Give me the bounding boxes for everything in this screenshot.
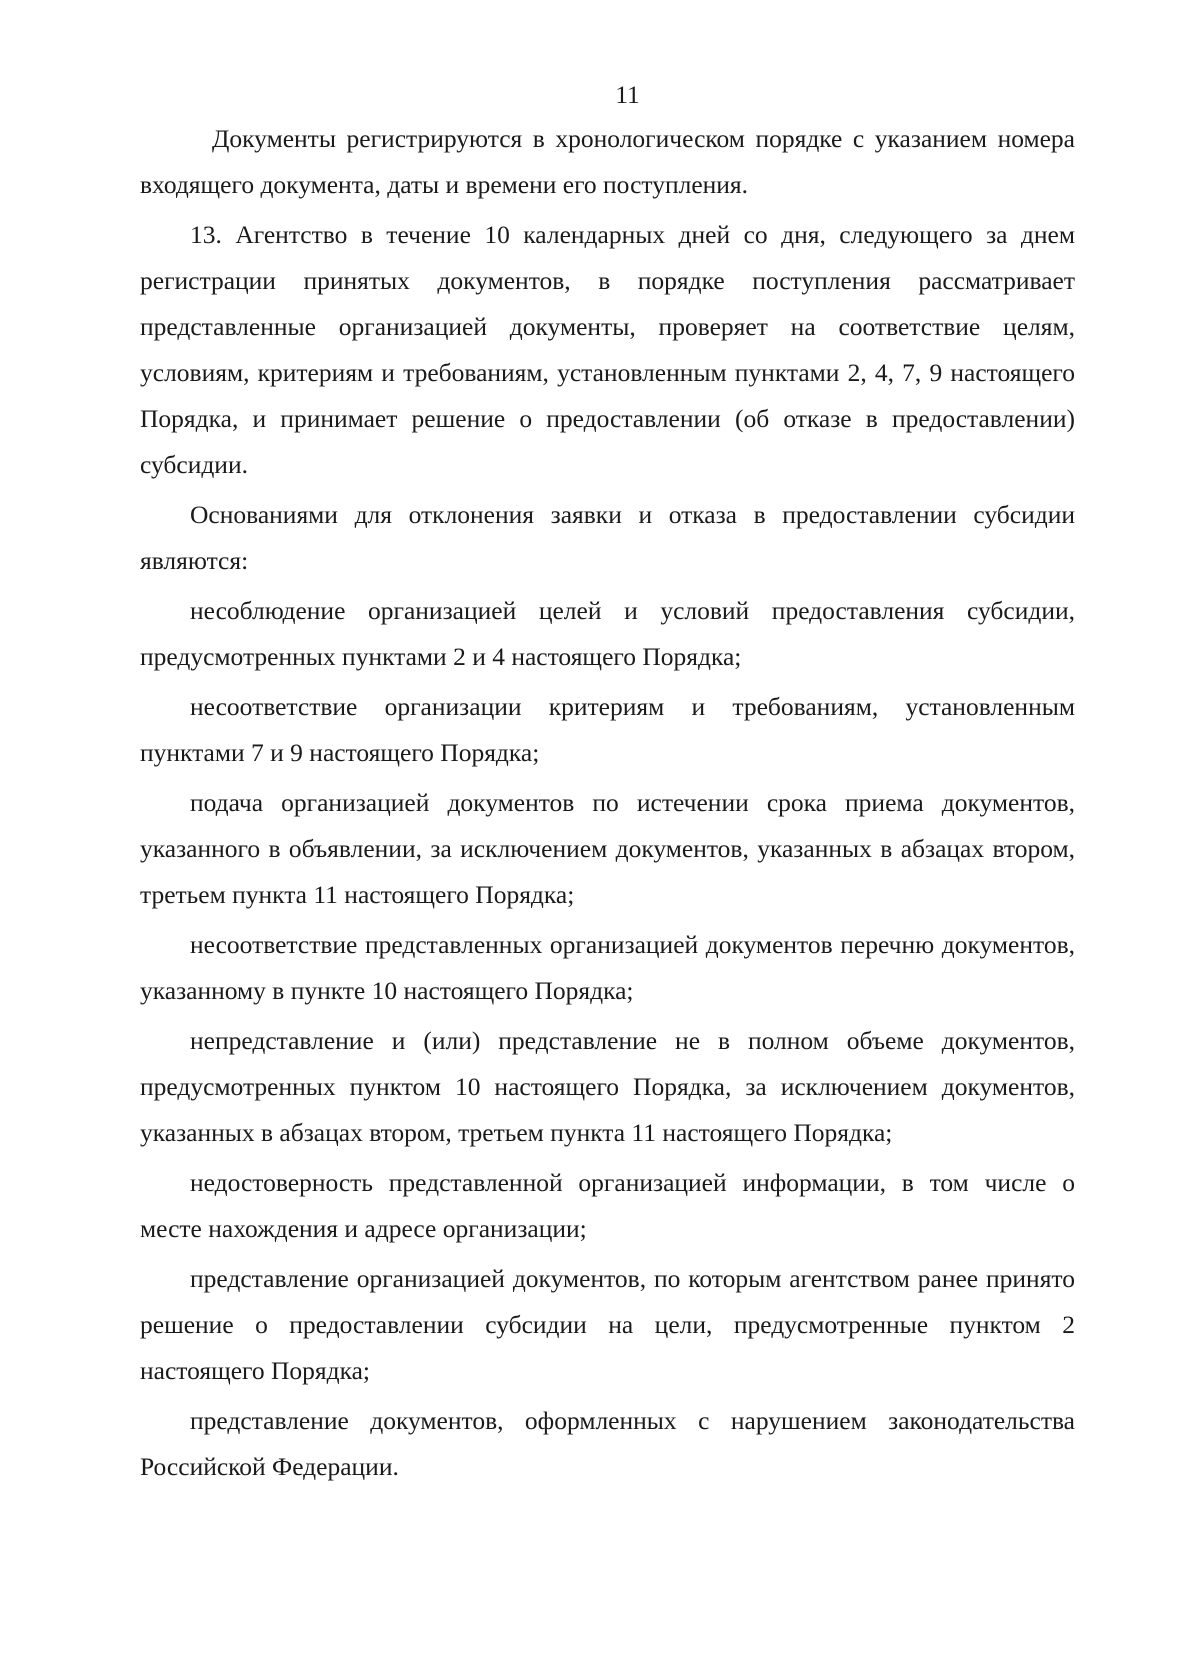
page-number: 11: [615, 80, 640, 109]
paragraph-ground-7: представление организацией документов, по которым агентством ранее принято решение о предоставлении субсидии на цели, предусмотренные пунктом 2 настоящего Порядка;: [140, 1264, 1075, 1385]
paragraph-ground-8: представление документов, оформленных с нарушением законодательства Российской Федерации.: [140, 1406, 1075, 1481]
paragraph-ground-3: подача организацией документов по истечении срока приема документов, указанного в объявлении, за исключением документов, указанных в абзацах втором, третьем пункта 11 настоящего Порядка;: [140, 788, 1075, 909]
paragraph-ground-1: несоблюдение организацией целей и условий предоставления субсидии, предусмотренных пунктами 2 и 4 настоящего Порядка;: [140, 596, 1075, 671]
paragraph-grounds-intro: Основаниями для отклонения заявки и отказа в предоставлении субсидии являются:: [140, 500, 1075, 575]
paragraph-ground-2: несоответствие организации критериям и требованиям, установленным пунктами 7 и 9 настоящего Порядка;: [140, 692, 1075, 767]
paragraph-ground-4: несоответствие представленных организацией документов перечню документов, указанному в пункте 10 настоящего Порядка;: [140, 930, 1075, 1005]
paragraph-ground-6: недостоверность представленной организацией информации, в том числе о месте нахождения и адресе организации;: [140, 1168, 1075, 1243]
document-page: [140, 78, 1075, 1490]
paragraph-registration: Документы регистрируются в хронологическом порядке с указанием номера входящего документа, даты и времени его поступления.: [140, 124, 1075, 199]
paragraph-ground-5: непредставление и (или) представление не в полном объеме документов, предусмотренных пунктом 10 настоящего Порядка, за исключением документов, указанных в абзацах втором, третьем пункта 11 настоящего Порядка;: [140, 1026, 1075, 1147]
paragraph-item-13: 13. Агентство в течение 10 календарных дней со дня, следующего за днем регистрации принятых документов, в порядке поступления рассматривает представленные организацией документы, проверяет на соответствие целям, условиям, критериям и требованиям, установленным пунктами 2, 4, 7, 9 настоящего Порядка, и принимает решение о предоставлении (об отказе в предоставлении) субсидии.: [140, 220, 1075, 479]
